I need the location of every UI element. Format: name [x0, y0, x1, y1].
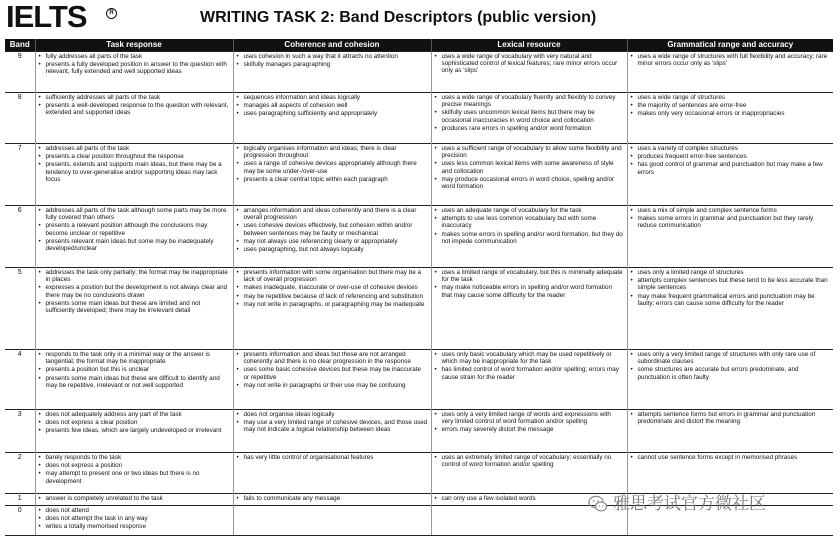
descriptor-item: • has very little control of organisational features: [237, 454, 428, 461]
lexical-cell: [431, 410, 627, 453]
descriptor-item: • does not express a clear position: [39, 419, 230, 426]
descriptor-list: [631, 53, 831, 67]
descriptor-item: • presents relevant main ideas but some may be inadequately developed/unclear: [39, 238, 230, 252]
descriptor-item: • may make noticeable errors in spelling and/or word formation that may cause some difficulty for the reader: [435, 284, 624, 298]
band-score: 4: [5, 350, 35, 410]
descriptor-item: • uses a wide range of structures: [631, 94, 831, 101]
descriptor-list: [435, 411, 624, 434]
lexical-cell: [431, 93, 627, 144]
descriptor-list: [237, 411, 428, 434]
descriptor-item: • does not attempt the task in any way: [39, 515, 230, 522]
band-row: [5, 144, 833, 206]
descriptor-item: • uses paragraphing, but not always logically: [237, 246, 428, 253]
band-score: 2: [5, 453, 35, 494]
descriptor-item: • may be repetitive because of lack of referencing and substitution: [237, 293, 428, 300]
descriptor-item: • fails to communicate any message: [237, 495, 428, 502]
descriptor-list: [631, 411, 831, 425]
band-score: 3: [5, 410, 35, 453]
band-score: 5: [5, 268, 35, 350]
descriptor-item: • uses a wide range of structures with full flexibility and accuracy; rare minor errors occur only as 'slips': [631, 53, 831, 67]
task-response-cell: [35, 268, 233, 350]
descriptor-list: [435, 269, 624, 299]
lexical-cell: [431, 206, 627, 268]
grammar-cell: [627, 350, 833, 410]
band-row: [5, 453, 833, 494]
descriptor-item: • uses only a very limited range of structures with only rare use of subordinate clauses: [631, 351, 831, 365]
registered-mark: R: [106, 8, 117, 19]
descriptor-list: [237, 145, 428, 183]
descriptor-list: [435, 351, 624, 381]
descriptor-item: • presents a relevant position although the conclusions may become unclear or repetitive: [39, 222, 230, 236]
logo-text: IELTS: [6, 0, 87, 34]
lexical-cell: [431, 52, 627, 93]
descriptor-item: • sufficiently addresses all parts of the task: [39, 94, 230, 101]
band-row: [5, 52, 833, 93]
descriptor-item: • does not organise ideas logically: [237, 411, 428, 418]
descriptor-list: [631, 454, 831, 461]
descriptor-list: [435, 53, 624, 75]
descriptor-item: • attempts complex sentences but these tend to be less accurate than simple sentences: [631, 277, 831, 291]
band-row: [5, 410, 833, 453]
descriptor-list: [237, 53, 428, 68]
descriptor-list: [631, 351, 831, 381]
lexical-cell: [431, 144, 627, 206]
descriptor-list: [39, 507, 230, 531]
descriptor-list: [435, 454, 624, 468]
band-score: 7: [5, 144, 35, 206]
grammar-cell: [627, 268, 833, 350]
coherence-cell: [233, 506, 431, 536]
descriptor-item: • the majority of sentences are error-free: [631, 102, 831, 109]
band-score: 9: [5, 52, 35, 93]
descriptor-item: • writes a totally memorised response: [39, 523, 230, 530]
lexical-cell: [431, 268, 627, 350]
descriptor-item: • produces rare errors in spelling and/or word formation: [435, 125, 624, 132]
task-response-cell: [35, 453, 233, 494]
band-row: [5, 93, 833, 144]
descriptor-item: • makes some errors in grammar and punctuation but they rarely reduce communication: [631, 215, 831, 229]
descriptor-list: [435, 145, 624, 190]
descriptor-item: • uses a variety of complex structures: [631, 145, 831, 152]
descriptor-list: [39, 351, 230, 389]
table-body: [5, 52, 833, 536]
descriptor-item: • uses cohesion in such a way that it attracts no attention: [237, 53, 428, 60]
band-score: 1: [5, 494, 35, 506]
descriptor-item: • uses only a limited range of structures: [631, 269, 831, 276]
descriptor-item: • cannot use sentence forms except in memorised phrases: [631, 454, 831, 461]
descriptor-item: • uses a wide range of vocabulary fluently and flexibly to convey precise meanings: [435, 94, 624, 108]
band-row: [5, 350, 833, 410]
descriptor-list: [631, 207, 831, 230]
column-header-task-response: Task response: [35, 39, 233, 52]
descriptor-item: • presents, extends and supports main ideas, but there may be a tendency to over-generalise and/or supporting ideas may lack focus: [39, 161, 230, 183]
task-response-cell: [35, 350, 233, 410]
descriptor-item: • uses an extremely limited range of vocabulary; essentially no control of word formation and/or spelling: [435, 454, 624, 468]
descriptor-item: • attempts to use less common vocabulary but with some inaccuracy: [435, 215, 624, 229]
coherence-cell: [233, 93, 431, 144]
watermark-text: 雅思考试官方微社区: [613, 494, 766, 513]
descriptor-item: • has good control of grammar and punctuation but may make a few errors: [631, 161, 831, 175]
descriptor-item: • may make frequent grammatical errors and punctuation may be faulty; errors can cause some difficulty for the reader: [631, 293, 831, 307]
descriptor-list: [435, 207, 624, 245]
band-row: [5, 268, 833, 350]
coherence-cell: [233, 52, 431, 93]
descriptor-item: • uses only a very limited range of words and expressions with very limited control of word formation and/or spelling: [435, 411, 624, 425]
descriptor-list: [237, 269, 428, 308]
page-title: WRITING TASK 2: Band Descriptors (public version): [200, 9, 597, 26]
descriptor-list: [39, 495, 230, 502]
descriptor-item: • uses an adequate range of vocabulary for the task: [435, 207, 624, 214]
descriptor-item: • can only use a few isolated words: [435, 495, 624, 502]
descriptor-item: • presents a position but this is unclear: [39, 366, 230, 373]
task-response-cell: [35, 93, 233, 144]
lexical-cell: [431, 350, 627, 410]
descriptor-item: • has limited control of word formation and/or spelling; errors may cause strain for the reader: [435, 366, 624, 380]
band-score: 6: [5, 206, 35, 268]
task-response-cell: [35, 506, 233, 536]
task-response-cell: [35, 144, 233, 206]
descriptor-item: • skilfully uses uncommon lexical items but there may be occasional inaccuracies in word choice and collocation: [435, 109, 624, 123]
descriptor-list: [237, 351, 428, 389]
descriptor-item: • presents information and ideas but these are not arranged coherently and there is no clear progression in the response: [237, 351, 428, 365]
descriptor-item: • uses less common lexical items with some awareness of style and collocation: [435, 160, 624, 174]
descriptor-item: • uses some basic cohesive devices but these may be inaccurate or repetitive: [237, 366, 428, 380]
descriptor-item: • addresses all parts of the task: [39, 145, 230, 152]
descriptor-list: [237, 454, 428, 461]
descriptor-item: • skilfully manages paragraphing: [237, 61, 428, 68]
table-header-row: [5, 39, 833, 52]
descriptor-list: [237, 94, 428, 118]
descriptor-item: • presents a clear central topic within each paragraph: [237, 176, 428, 183]
descriptor-list: [237, 495, 428, 502]
grammar-cell: [627, 410, 833, 453]
coherence-cell: [233, 494, 431, 506]
grammar-cell: [627, 206, 833, 268]
descriptor-item: • some structures are accurate but errors predominate, and punctuation is often faulty: [631, 366, 831, 380]
task-response-cell: [35, 206, 233, 268]
band-score: 0: [5, 506, 35, 536]
descriptor-list: [631, 94, 831, 118]
descriptor-item: • logically organises information and ideas; there is clear progression throughout: [237, 145, 428, 159]
descriptor-item: • presents a well-developed response to the question with relevant, extended and supported ideas: [39, 102, 230, 116]
column-header-lexical: Lexical resource: [431, 39, 627, 52]
task-response-cell: [35, 410, 233, 453]
descriptor-item: • uses a range of cohesive devices appropriately although there may be some under-/over-use: [237, 160, 428, 174]
descriptor-item: • uses a mix of simple and complex sentence forms: [631, 207, 831, 214]
descriptor-item: • may use a very limited range of cohesive devices, and those used may not indicate a logical relationship between ideas: [237, 419, 428, 433]
grammar-cell: [627, 144, 833, 206]
descriptor-item: • may produce occasional errors in word choice, spelling and/or word formation: [435, 176, 624, 190]
descriptor-item: • presents few ideas, which are largely undeveloped or irrelevant: [39, 427, 230, 434]
descriptor-item: • sequences information and ideas logically: [237, 94, 428, 101]
descriptor-item: • barely responds to the task: [39, 454, 230, 461]
descriptor-item: • uses only basic vocabulary which may be used repetitively or which may be inappropriate for the task: [435, 351, 624, 365]
descriptor-list: [237, 207, 428, 253]
descriptor-item: • fully addresses all parts of the task: [39, 53, 230, 60]
wechat-watermark: [588, 492, 834, 516]
descriptor-item: • may not write in paragraphs or their use may be confusing: [237, 382, 428, 389]
descriptor-item: • responds to the task only in a minimal way or the answer is tangential; the format may be inappropriate: [39, 351, 230, 365]
descriptor-list: [39, 53, 230, 76]
descriptor-item: • arranges information and ideas coherently and there is a clear overall progression: [237, 207, 428, 221]
coherence-cell: [233, 350, 431, 410]
coherence-cell: [233, 453, 431, 494]
descriptor-item: • does not attend: [39, 507, 230, 514]
coherence-cell: [233, 410, 431, 453]
descriptor-item: • makes some errors in spelling and/or word formation, but they do not impede communication: [435, 231, 624, 245]
descriptor-item: • may not write in paragraphs, or paragraphing may be inadequate: [237, 301, 428, 308]
descriptor-item: • presents information with some organisation but there may be a lack of overall progression: [237, 269, 428, 283]
descriptor-item: • may not always use referencing clearly or appropriately: [237, 238, 428, 245]
descriptor-item: • expresses a position but the development is not always clear and there may be no conclusions drawn: [39, 284, 230, 298]
descriptor-item: • attempts sentence forms but errors in grammar and punctuation predominate and distort the meaning: [631, 411, 831, 425]
descriptor-list: [39, 411, 230, 435]
descriptor-item: • uses a limited range of vocabulary, but this is minimally adequate for the task: [435, 269, 624, 283]
descriptor-item: • uses a wide range of vocabulary with very natural and sophisticated control of lexical features; rare minor errors occur only as 'slips': [435, 53, 624, 75]
descriptor-item: • may attempt to present one or two ideas but there is no development: [39, 470, 230, 484]
wechat-icon: [588, 494, 608, 514]
task-response-cell: [35, 52, 233, 93]
descriptor-item: • does not adequately address any part of the task: [39, 411, 230, 418]
descriptor-item: • presents some main ideas but these are difficult to identify and may be repetitive, irrelevant or not well supported: [39, 375, 230, 389]
grammar-cell: [627, 453, 833, 494]
descriptor-item: • errors may severely distort the message: [435, 426, 624, 433]
descriptor-item: • presents a fully developed position in answer to the question with relevant, fully extended and well supported ideas: [39, 61, 230, 75]
descriptor-item: • addresses the task only partially; the format may be inappropriate in places: [39, 269, 230, 283]
descriptor-list: [39, 145, 230, 183]
descriptor-list: [39, 207, 230, 252]
descriptor-item: • manages all aspects of cohesion well: [237, 102, 428, 109]
descriptor-item: • does not express a position: [39, 462, 230, 469]
descriptor-list: [39, 454, 230, 485]
coherence-cell: [233, 144, 431, 206]
descriptor-list: [435, 94, 624, 132]
lexical-cell: [431, 453, 627, 494]
grammar-cell: [627, 93, 833, 144]
descriptor-item: • uses a sufficient range of vocabulary to allow some flexibility and precision: [435, 145, 624, 159]
band-row: [5, 206, 833, 268]
task-response-cell: [35, 494, 233, 506]
descriptor-item: • addresses all parts of the task although some parts may be more fully covered than others: [39, 207, 230, 221]
column-header-band: Band: [5, 39, 35, 52]
descriptor-item: • uses paragraphing sufficiently and appropriately: [237, 110, 428, 117]
descriptor-item: • uses cohesive devices effectively, but cohesion within and/or between sentences may be faulty or mechanical: [237, 222, 428, 236]
descriptor-list: [39, 269, 230, 314]
coherence-cell: [233, 268, 431, 350]
descriptor-item: • produces frequent error-free sentences: [631, 153, 831, 160]
column-header-grammar: Grammatical range and accuracy: [627, 39, 833, 52]
descriptor-item: • presents a clear position throughout the response: [39, 153, 230, 160]
ielts-logo: [6, 0, 114, 34]
band-descriptor-table: [5, 39, 833, 536]
column-header-coherence: Coherence and cohesion: [233, 39, 431, 52]
descriptor-item: • makes only very occasional errors or inappropriacies: [631, 110, 831, 117]
band-score: 8: [5, 93, 35, 144]
descriptor-item: • makes inadequate, inaccurate or over-use of cohesive devices: [237, 284, 428, 291]
descriptor-item: • answer is completely unrelated to the task: [39, 495, 230, 502]
descriptor-list: [39, 94, 230, 117]
grammar-cell: [627, 52, 833, 93]
descriptor-list: [631, 269, 831, 307]
descriptor-item: • presents some main ideas but these are limited and not sufficiently developed; there may be irrelevant detail: [39, 300, 230, 314]
descriptor-list: [631, 145, 831, 176]
coherence-cell: [233, 206, 431, 268]
